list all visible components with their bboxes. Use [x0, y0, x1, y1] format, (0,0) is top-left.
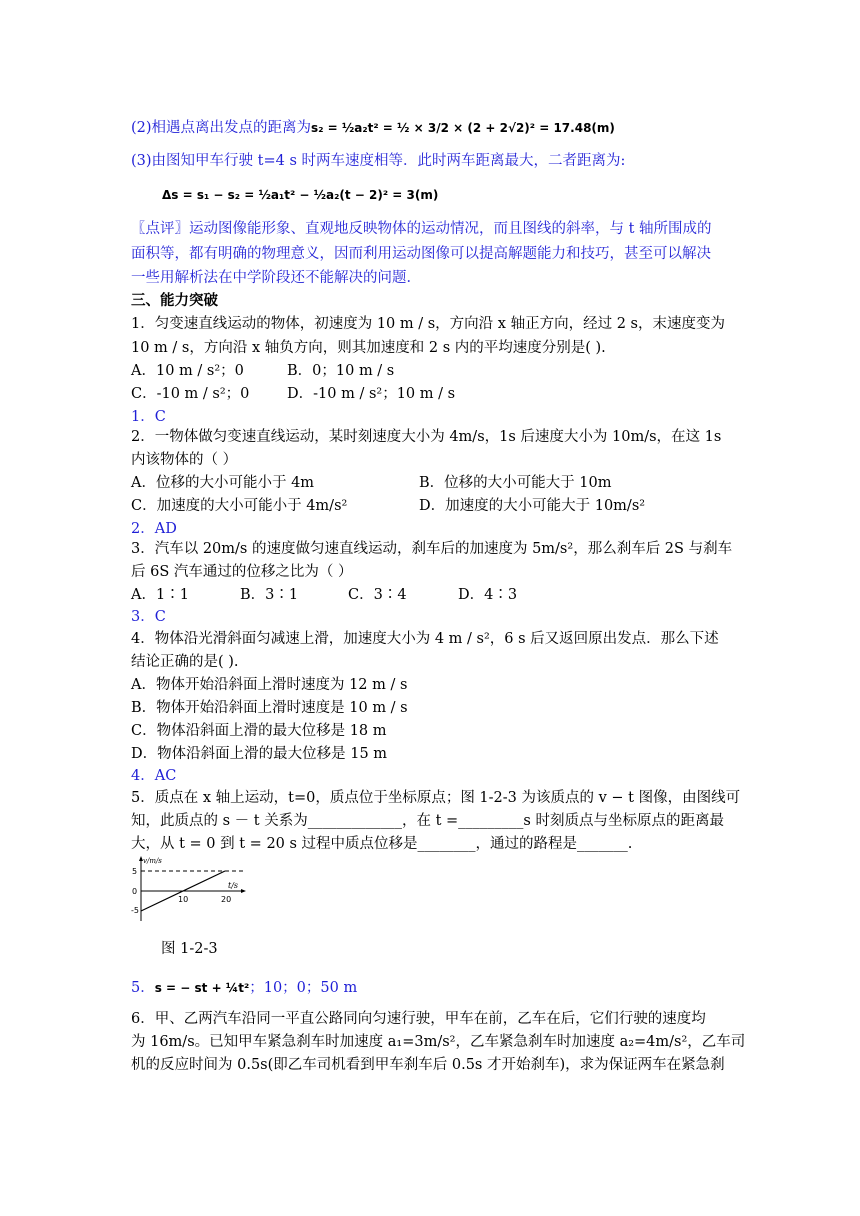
- q2-option-d: D．加速度的大小可能大于 10m/s²: [419, 498, 646, 514]
- q5-answer: [131, 978, 357, 998]
- q1-option-d: D．-10 m / s²；10 m / s: [287, 386, 456, 402]
- q4-answer: 4．AC: [131, 768, 177, 784]
- part2-formula: s₂ = ½a₂t² = ½ × 3/2 × (2 + 2√2)² = 17.48(m): [311, 121, 615, 135]
- part3-formula: Δs = s₁ − s₂ = ½a₁t² − ½a₂(t − 2)² = 3(m): [162, 188, 439, 202]
- q2-line-2: 内该物体的（ ）: [131, 452, 238, 468]
- q4-option-c: C．物体沿斜面上滑的最大位移是 18 m: [131, 723, 387, 739]
- x-axis-label: t/s: [228, 881, 239, 890]
- q5-line-3: 大，从 t = 0 到 t = 20 s 过程中质点位移是________，通过的路程是_______.: [131, 836, 633, 852]
- q2-option-a: A．位移的大小可能小于 4m: [131, 475, 315, 491]
- y-axis-label: v/m/s: [143, 857, 162, 865]
- q6-line-1: 6．甲、乙两汽车沿同一平直公路同向匀速行驶，甲车在前，乙车在后，它们行驶的速度均: [131, 1011, 706, 1027]
- q3-option-c: C．3∶4: [348, 587, 407, 603]
- figure-caption: 图 1-2-3: [161, 941, 218, 957]
- q3-option-b: B．3∶1: [240, 587, 299, 603]
- q4-option-d: D．物体沿斜面上滑的最大位移是 15 m: [131, 746, 388, 762]
- q2-option-c: C．加速度的大小可能小于 4m/s²: [131, 498, 348, 514]
- q5-answer-prefix: 5．: [131, 980, 155, 996]
- vt-graph-figure: [131, 855, 251, 925]
- q1-answer: 1．C: [131, 409, 166, 425]
- tick-x-20: 20: [221, 895, 232, 904]
- q1-option-c: C．-10 m / s²；0: [131, 386, 250, 402]
- q5-line-1: 5．质点在 x 轴上运动，t=0，质点位于坐标原点；图 1-2-3 为该质点的 v − t 图像，由图线可: [131, 790, 741, 806]
- part2-text: (2)相遇点离出发点的距离为: [131, 120, 312, 136]
- q3-option-d: D．4∶3: [458, 587, 518, 603]
- q3-option-a: A．1∶1: [131, 587, 189, 603]
- solution-part3: (3)由图知甲车行驶 t=4 s 时两车速度相等．此时两车距离最大，二者距离为:: [131, 153, 626, 169]
- comment-line-2: 面积等，都有明确的物理意义，因而利用运动图像可以提高解题能力和技巧，甚至可以解决: [131, 246, 711, 262]
- q1-option-b: B．0；10 m / s: [287, 363, 395, 379]
- q3-line-1: 3．汽车以 20m/s 的速度做匀速直线运动，刹车后的加速度为 5m/s²，那么刹车后 2S 与刹车: [131, 541, 733, 557]
- solution-part2: [131, 118, 615, 138]
- q1-line-1: 1．匀变速直线运动的物体，初速度为 10 m / s，方向沿 x 轴正方向，经过 2 s，末速度变为: [131, 316, 725, 332]
- q1-line-2: 10 m / s，方向沿 x 轴负方向，则其加速度和 2 s 内的平均速度分别是( ).: [131, 340, 606, 356]
- tick-y-0: 0: [132, 887, 138, 896]
- q6-line-2: 为 16m/s。已知甲车紧急刹车时加速度 a₁=3m/s²，乙车紧急刹车时加速度 a₂=4m/s²，乙车司: [131, 1034, 746, 1050]
- tick-x-10: 10: [178, 895, 189, 904]
- comment-line-1: 〖点评〗运动图像能形象、直观地反映物体的运动情况，而且图线的斜率，与 t 轴所围成的: [131, 221, 712, 237]
- q2-line-1: 2．一物体做匀变速直线运动，某时刻速度大小为 4m/s，1s 后速度大小为 10m/s，在这 1s: [131, 429, 722, 445]
- q3-line-2: 后 6S 汽车通过的位移之比为（ ）: [131, 564, 353, 580]
- q5-answer-formula: s = − st + ¼t²: [154, 981, 250, 995]
- comment-line-3: 一些用解析法在中学阶段还不能解决的问题．: [131, 270, 421, 286]
- q1-option-a: A．10 m / s²；0: [131, 363, 244, 379]
- q2-answer: 2．AD: [131, 521, 177, 537]
- section-title: 三、能力突破: [131, 292, 218, 309]
- q4-option-a: A．物体开始沿斜面上滑时速度为 12 m / s: [131, 677, 408, 693]
- q3-answer: 3．C: [131, 609, 166, 625]
- q4-option-b: B．物体开始沿斜面上滑时速度是 10 m / s: [131, 700, 408, 716]
- q5-answer-rest: ；10；0；50 m: [249, 980, 358, 996]
- x-axis-arrow: [241, 889, 246, 893]
- q4-line-2: 结论正确的是( ).: [131, 654, 239, 670]
- tick-y-neg5: -5: [131, 906, 139, 915]
- q4-line-1: 4．物体沿光滑斜面匀减速上滑，加速度大小为 4 m / s²，6 s 后又返回原出发点．那么下述: [131, 631, 719, 647]
- tick-y-5: 5: [132, 867, 138, 876]
- q2-option-b: B．位移的大小可能大于 10m: [419, 475, 612, 491]
- q6-line-3: 机的反应时间为 0.5s(即乙车司机看到甲车刹车后 0.5s 才开始刹车)，求为保证两车在紧急刹: [131, 1057, 725, 1073]
- q5-line-2: 知，此质点的 s － t 关系为_____________，在 t =_________s 时刻质点与坐标原点的距离最: [131, 813, 724, 829]
